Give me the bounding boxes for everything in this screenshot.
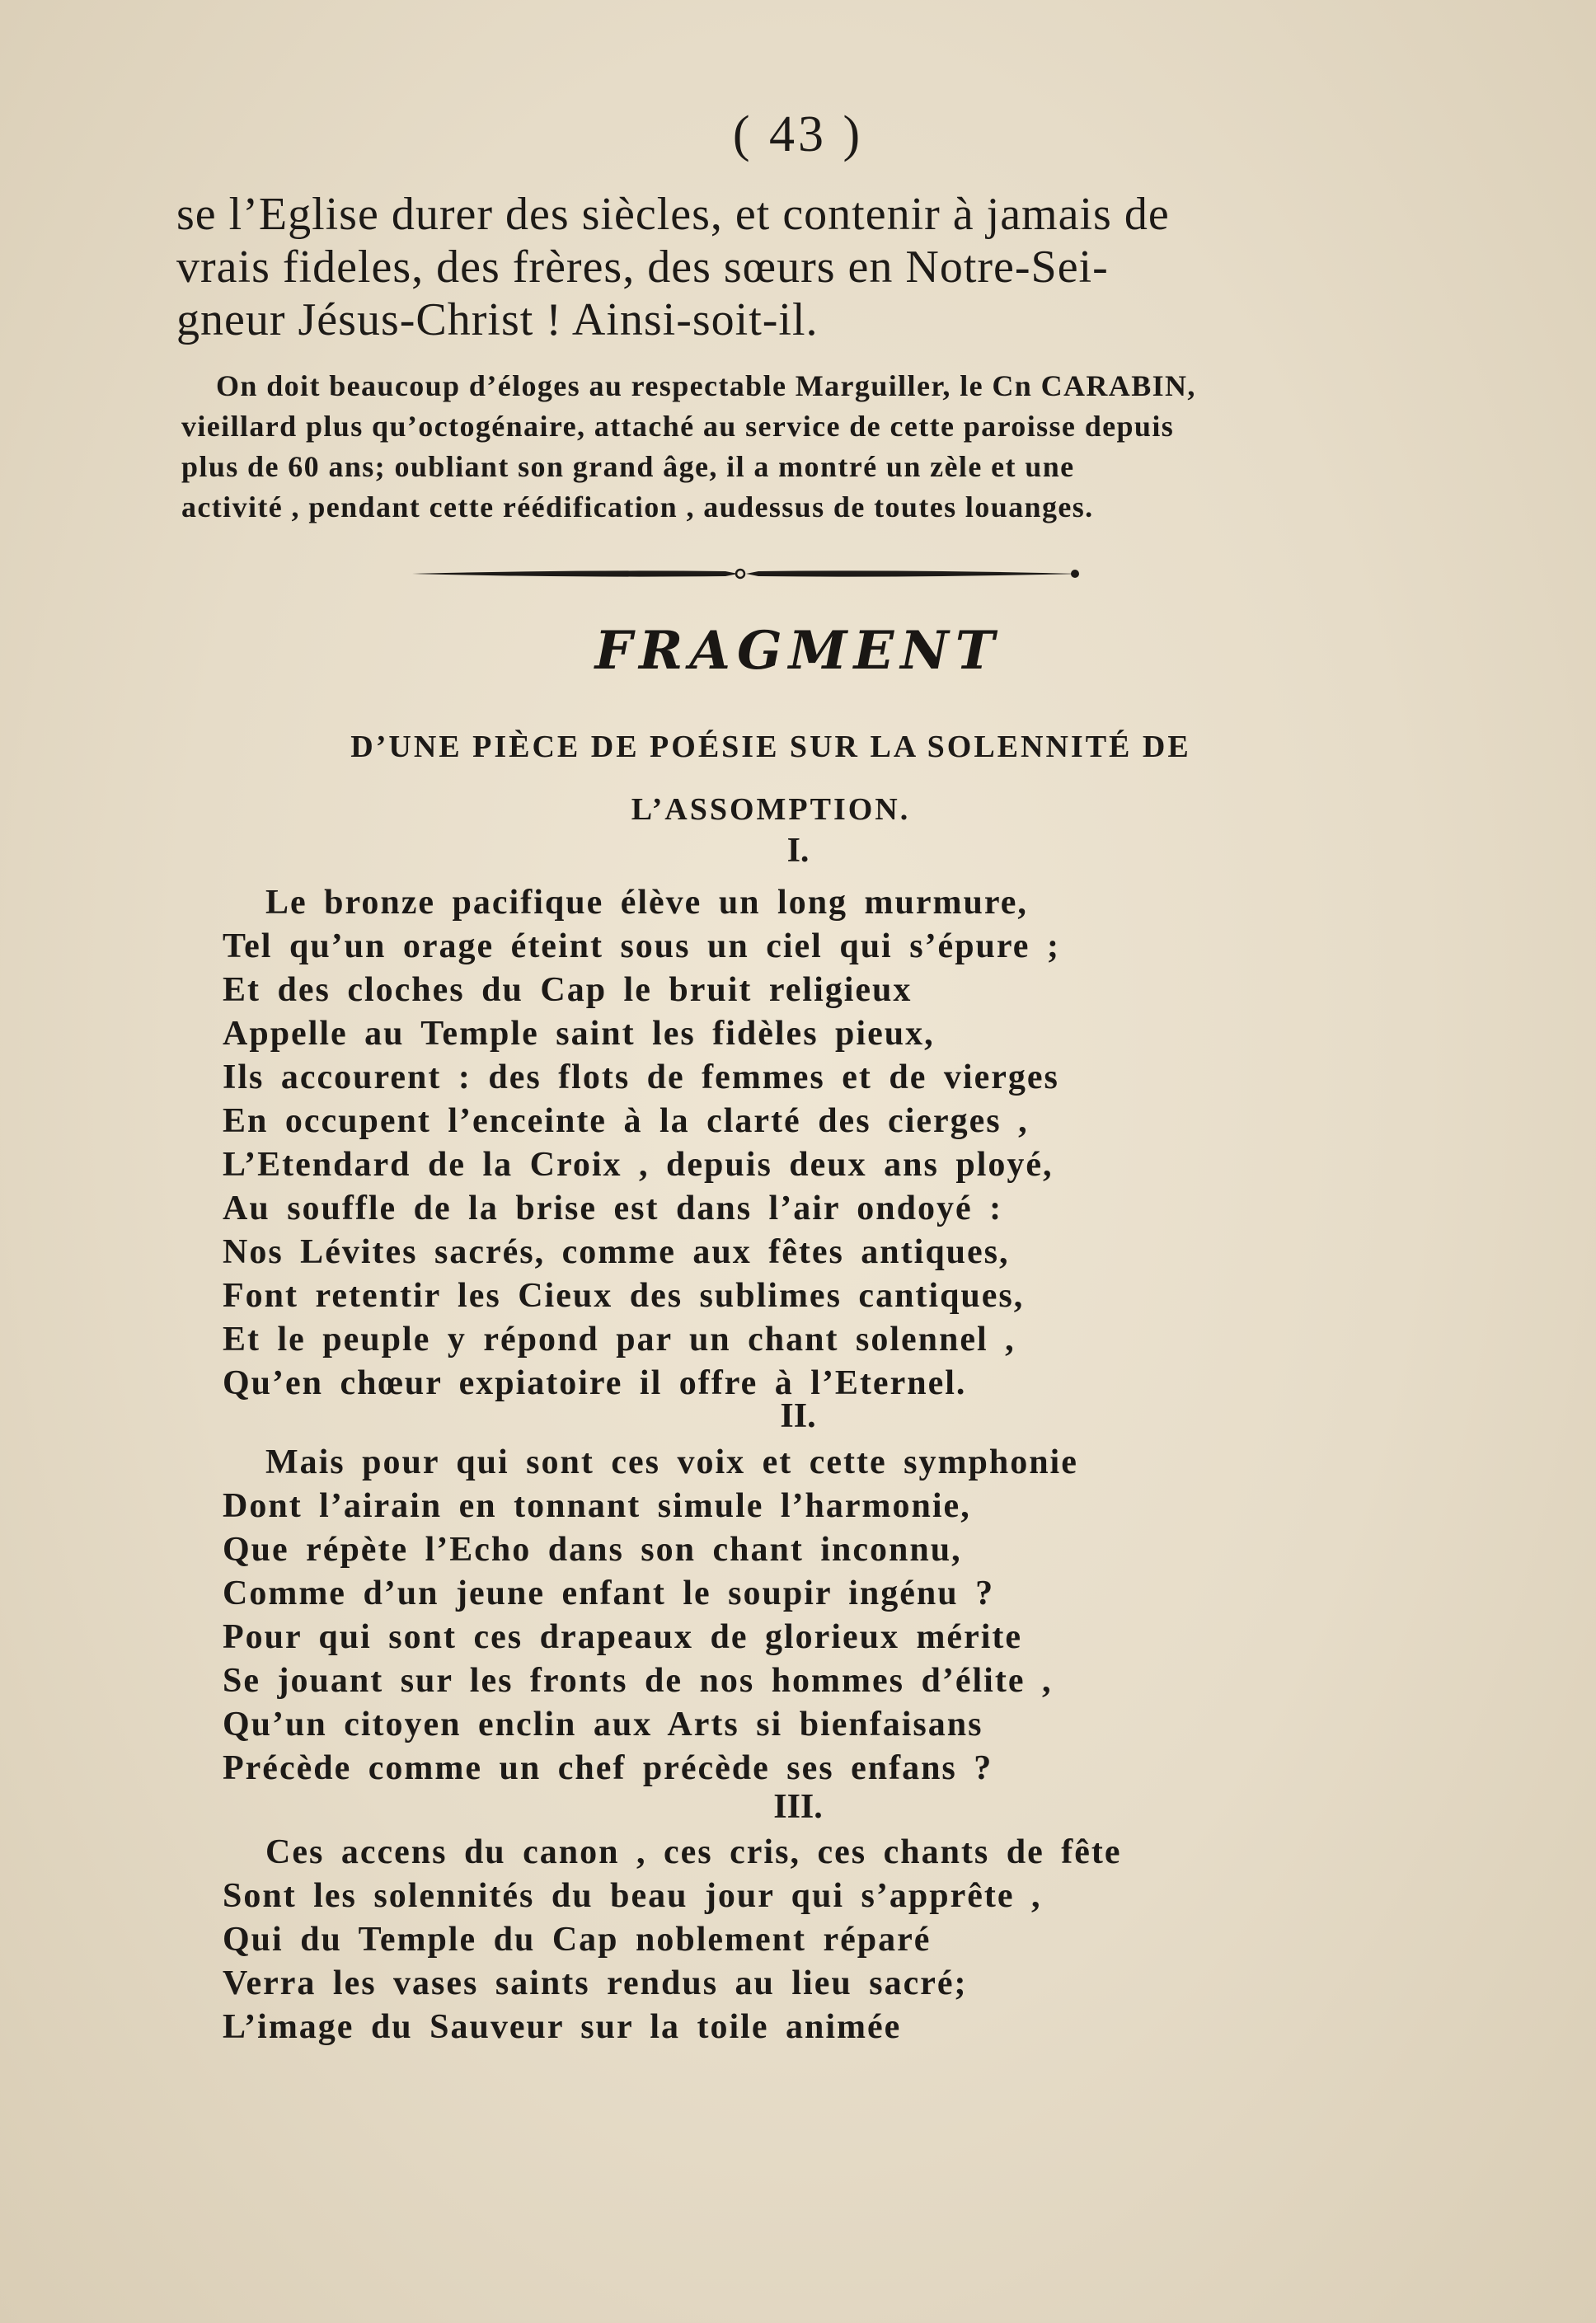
verse-line: Se jouant sur les fronts de nos hommes d’élite , [223, 1662, 1053, 1700]
intro-line: vrais fideles, des frères, des sœurs en Notre-Sei- [176, 242, 1109, 293]
note-line: activité , pendant cette réédification , audessus de toutes louanges. [181, 490, 1094, 523]
verse-line: Dont l’airain en tonnant simule l’harmonie, [223, 1487, 971, 1525]
note-line: On doit beaucoup d’éloges au respectable Marguiller, le Cn CARABIN, [216, 369, 1196, 402]
verse-line: Verra les vases saints rendus au lieu sacré; [223, 1964, 968, 2002]
verse-line: Mais pour qui sont ces voix et cette symphonie [265, 1443, 1078, 1481]
poem-subtitle [239, 716, 1303, 841]
verse-line: En occupent l’enceinte à la clarté des cierges , [223, 1102, 1029, 1140]
stanza-number: II. [780, 1397, 816, 1435]
verse-line: Comme d’un jeune enfant le soupir ingénu ? [223, 1574, 995, 1612]
verse-line: Appelle au Temple saint les fidèles pieux, [223, 1015, 935, 1053]
verse-line: Ces accens du canon , ces cris, ces chants de fête [265, 1833, 1122, 1871]
page-number: ( 43 ) [732, 106, 864, 162]
verse-line: L’Etendard de la Croix , depuis deux ans ployé, [223, 1146, 1054, 1184]
verse-line: Nos Lévites sacrés, comme aux fêtes antiques, [223, 1233, 1010, 1271]
stanza-number: III. [773, 1788, 823, 1826]
verse-line: Que répète l’Echo dans son chant inconnu, [223, 1531, 962, 1569]
subtitle-line: L’ASSOMPTION. [631, 792, 911, 827]
verse-line: Sont les solennités du beau jour qui s’apprête , [223, 1877, 1042, 1915]
poem-title: FRAGMENT [594, 620, 1002, 682]
verse-line: Qu’un citoyen enclin aux Arts si bienfaisans [223, 1706, 983, 1743]
verse-line: Et des cloches du Cap le bruit religieux [223, 971, 913, 1009]
verse-line: Pour qui sont ces drapeaux de glorieux mérite [223, 1618, 1023, 1656]
stanza-2 [223, 1441, 1171, 1790]
ornamental-divider [412, 565, 1080, 582]
verse-line: Et le peuple y répond par un chant solennel , [223, 1321, 1016, 1359]
intro-paragraph [176, 188, 1298, 346]
intro-line: se l’Eglise durer des siècles, et contenir à jamais de [176, 189, 1170, 240]
verse-line: Font retentir les Cieux des sublimes cantiques, [223, 1277, 1025, 1315]
note-line: plus de 60 ans; oubliant son grand âge, il a montré un zèle et une [181, 450, 1075, 483]
subtitle-line: D’UNE PIÈCE DE POÉSIE SUR LA SOLENNITÉ DE [350, 730, 1191, 764]
verse-line: Qui du Temple du Cap noblement réparé [223, 1921, 932, 1959]
stanza-1 [223, 881, 1171, 1406]
note-line: vieillard plus qu’octogénaire, attaché au service de cette paroisse depuis [181, 410, 1175, 443]
footnote-paragraph [181, 366, 1301, 528]
verse-line: Tel qu’un orage éteint sous un ciel qui s’épure ; [223, 927, 1060, 965]
stanza-3 [223, 1831, 1171, 2049]
verse-line: Qu’en chœur expiatoire il offre à l’Eternel. [223, 1364, 967, 1402]
intro-line: gneur Jésus-Christ ! Ainsi-soit-il. [176, 294, 819, 345]
verse-line: L’image du Sauveur sur la toile animée [223, 2008, 902, 2046]
verse-line: Le bronze pacifique élève un long murmure, [265, 884, 1028, 922]
verse-line: Ils accourent : des flots de femmes et de vierges [223, 1058, 1059, 1096]
verse-line: Au souffle de la brise est dans l’air ondoyé : [223, 1190, 1003, 1227]
verse-line: Précède comme un chef précède ses enfans ? [223, 1749, 993, 1787]
stanza-number: I. [786, 832, 810, 870]
